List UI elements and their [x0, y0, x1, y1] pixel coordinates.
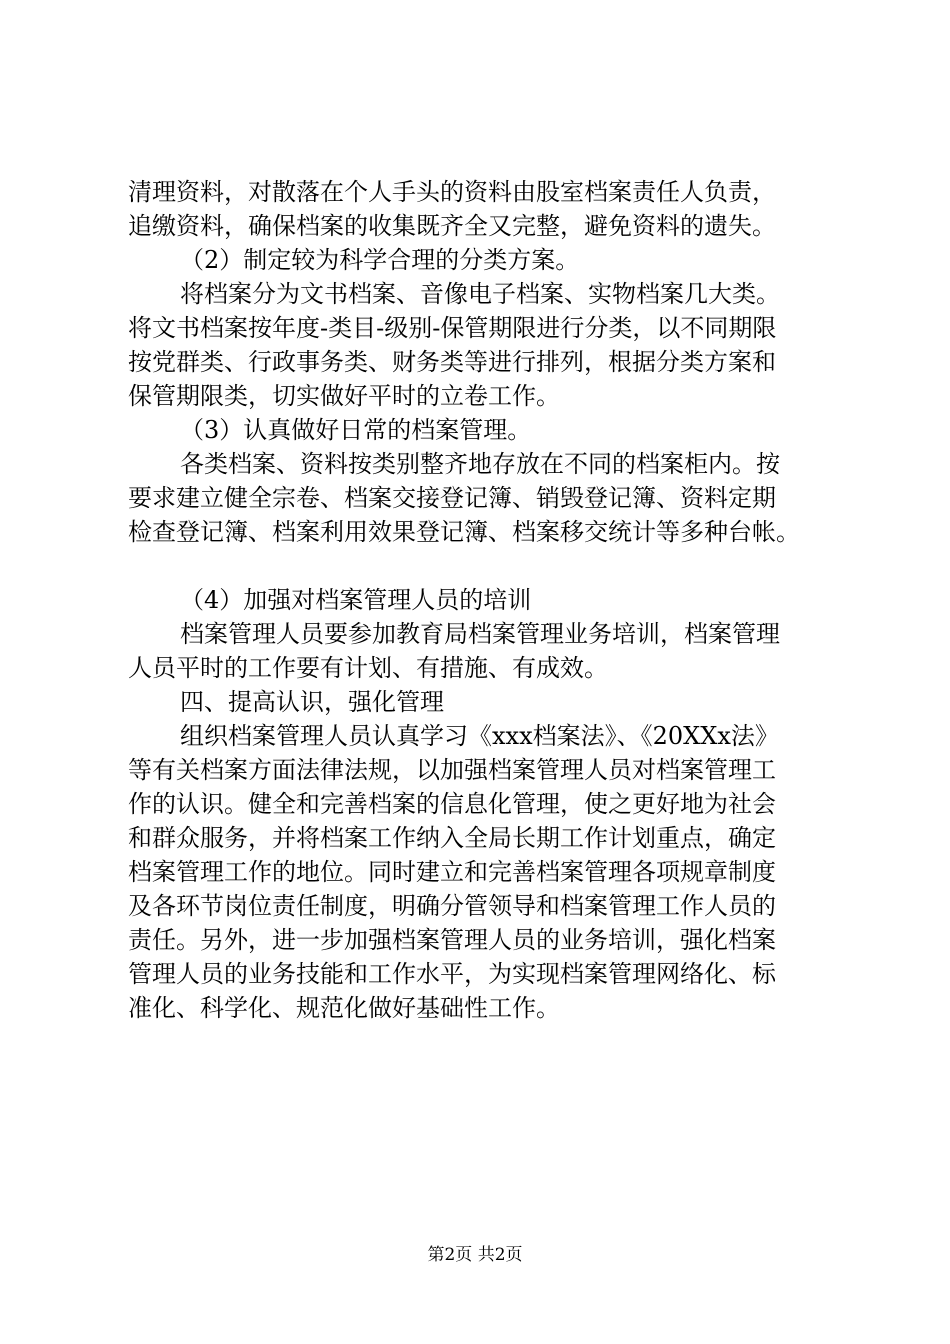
body-line: 等有关档案方面法律法规，以加强档案管理人员对档案管理工 [128, 756, 776, 784]
document-body [128, 175, 868, 1025]
body-line: 管理人员的业务技能和工作水平，为实现档案管理网络化、标 [128, 960, 776, 988]
body-line: 准化、科学化、规范化做好基础性工作。 [128, 994, 560, 1022]
body-line: 和群众服务，并将档案工作纳入全局长期工作计划重点，确定 [128, 824, 776, 852]
body-line: 档案管理工作的地位。同时建立和完善档案管理各项规章制度 [128, 858, 776, 886]
page-number: 第2页 共2页 [427, 1245, 523, 1265]
body-line: 按党群类、行政事务类、财务类等进行排列，根据分类方案和 [128, 348, 776, 376]
section-heading: （3）认真做好日常的档案管理。 [180, 416, 532, 444]
body-line: 保管期限类，切实做好平时的立卷工作。 [128, 382, 560, 410]
body-line: 清理资料，对散落在个人手头的资料由股室档案责任人负责， [128, 178, 776, 206]
body-line: 要求建立健全宗卷、档案交接登记簿、销毁登记簿、资料定期 [128, 484, 776, 512]
body-line: 人员平时的工作要有计划、有措施、有成效。 [128, 654, 608, 682]
body-line: 追缴资料，确保档案的收集既齐全又完整，避免资料的遗失。 [128, 212, 776, 240]
body-line: 档案管理人员要参加教育局档案管理业务培训，档案管理 [180, 620, 780, 648]
page-footer [0, 1240, 950, 1265]
body-line: 及各环节岗位责任制度，明确分管领导和档案管理工作人员的 [128, 892, 776, 920]
section-heading: （2）制定较为科学合理的分类方案。 [180, 246, 580, 274]
body-line: 各类档案、资料按类别整齐地存放在不同的档案柜内。按 [180, 450, 780, 478]
body-line: 将文书档案按年度-类目-级别-保管期限进行分类，以不同期限 [128, 314, 777, 342]
section-heading: 四、提高认识，强化管理 [180, 688, 444, 716]
body-line: 责任。另外，进一步加强档案管理人员的业务培训，强化档案 [128, 926, 776, 954]
body-line: 将档案分为文书档案、音像电子档案、实物档案几大类。 [180, 280, 780, 308]
section-heading: （4）加强对档案管理人员的培训 [180, 586, 532, 614]
body-line: 检查登记簿、档案利用效果登记簿、档案移交统计等多种台帐。 [128, 518, 800, 546]
paragraph-gap [128, 549, 868, 583]
body-line: 组织档案管理人员认真学习《xxx档案法》、《20XXx法》 [180, 722, 779, 750]
body-line: 作的认识。健全和完善档案的信息化管理，使之更好地为社会 [128, 790, 776, 818]
